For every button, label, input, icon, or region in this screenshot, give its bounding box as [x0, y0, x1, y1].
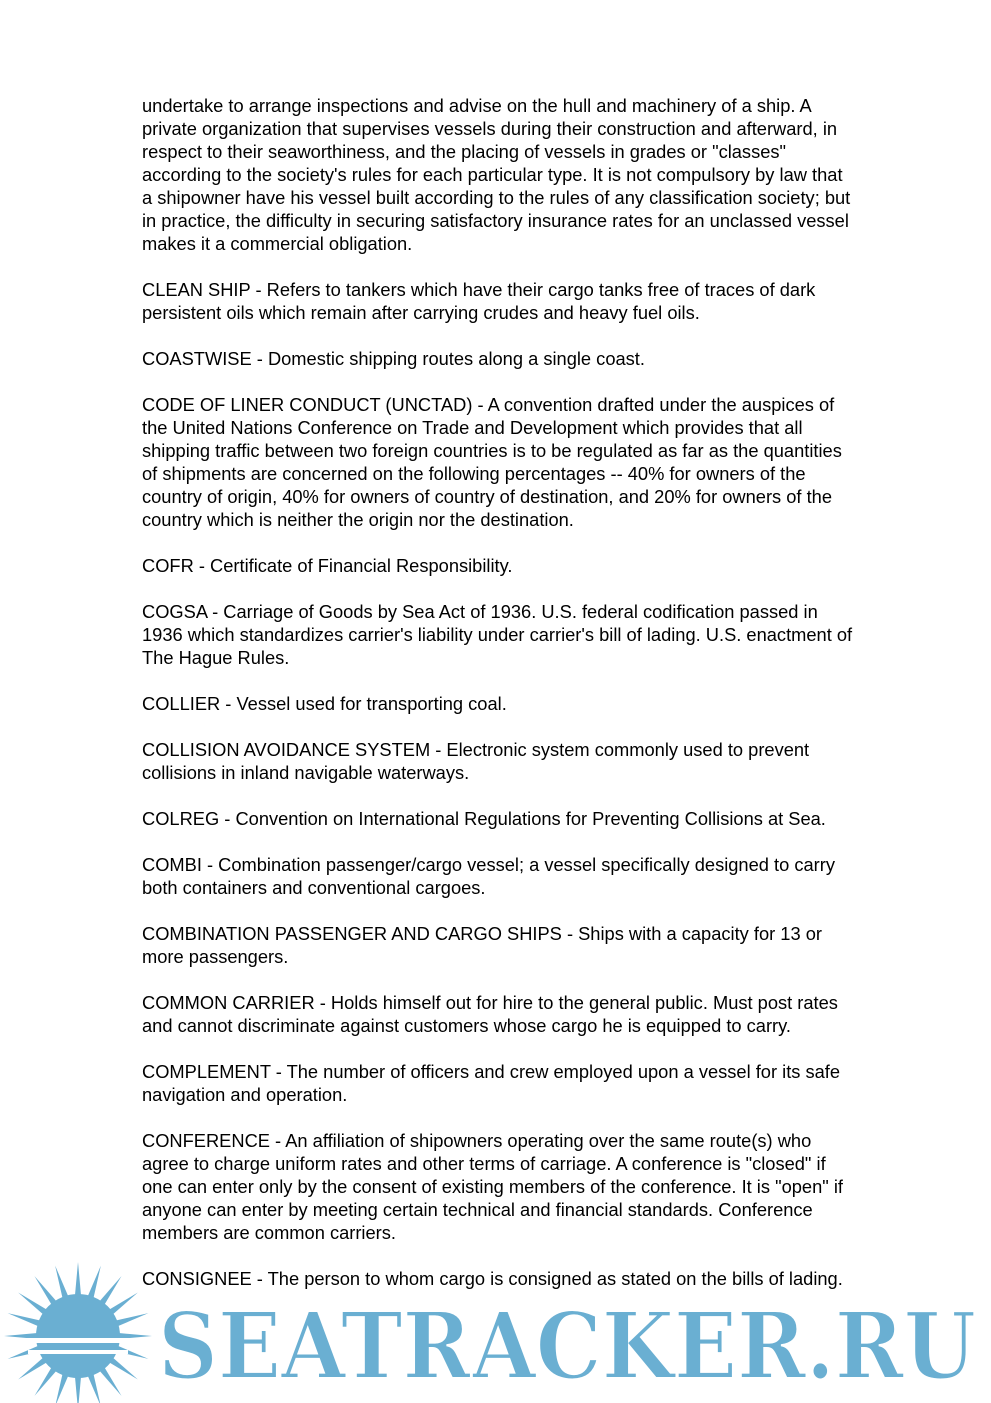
glossary-entry-collier: COLLIER - Vessel used for transporting coal. — [142, 693, 507, 714]
glossary-entry-clean-ship: CLEAN SHIP - Refers to tankers which have their cargo tanks free of traces of dark persistent oils which remain after carrying crudes and heavy fuel oils. — [142, 279, 816, 323]
glossary-entry-combi: COMBI - Combination passenger/cargo vessel; a vessel specifically designed to carry both containers and conventional cargoes. — [142, 854, 835, 898]
glossary-entry-conference: CONFERENCE - An affiliation of shipowners operating over the same route(s) who agree to charge uniform rates and other terms of carriage. A conference is "closed" if one can enter only by the consent of existing members of the conference. It is "open" if anyone can enter by meeting certain technical and financial standards. Conference members are common carriers. — [142, 1130, 843, 1243]
sun-ray — [75, 1262, 82, 1298]
document-body — [142, 94, 932, 1313]
glossary-entry-cogsa: COGSA - Carriage of Goods by Sea Act of 1936. U.S. federal codification passed in 1936 which standardizes carrier's liability under carrier's bill of lading. U.S. enactment of The Hague Rules. — [142, 601, 853, 668]
sun-disc — [36, 1294, 120, 1378]
seatracker-watermark — [0, 1256, 991, 1403]
glossary-entry-collision-avoidance-system: COLLISION AVOIDANCE SYSTEM - Electronic system commonly used to prevent collisions in inland navigable waterways. — [142, 739, 810, 783]
glossary-entry-code-of-liner-conduct: CODE OF LINER CONDUCT (UNCTAD) - A convention drafted under the auspices of the United Nations Conference on Trade and Development which provides that all shipping traffic between two foreign countries is to be regulated as far as the quantities of shipments are concerned on the following percentages -- 40% for owners of the country of origin, 40% for owners of country of destination, and 20% for owners of the country which is neither the origin nor the destination. — [142, 394, 842, 530]
glossary-entry-combination-passenger-cargo-ships: COMBINATION PASSENGER AND CARGO SHIPS - Ships with a capacity for 13 or more passengers. — [142, 923, 822, 967]
sun-logo-icon — [4, 1262, 152, 1403]
watermark-graphic — [0, 1256, 991, 1403]
glossary-entry-colreg: COLREG - Convention on International Regulations for Preventing Collisions at Sea. — [142, 808, 826, 829]
sun-ray — [75, 1374, 82, 1403]
glossary-entry-consignee: CONSIGNEE - The person to whom cargo is consigned as stated on the bills of lading. — [142, 1268, 843, 1289]
sun-horizon-line — [20, 1338, 136, 1343]
sun-horizon-line — [28, 1350, 128, 1354]
glossary-entry-common-carrier: COMMON CARRIER - Holds himself out for hire to the general public. Must post rates and cannot discriminate against customers whose cargo he is equipped to carry. — [142, 992, 838, 1036]
glossary-entry-coastwise: COASTWISE - Domestic shipping routes along a single coast. — [142, 348, 645, 369]
watermark-text: SEATRACKER.RU — [158, 1292, 976, 1400]
glossary-entry-complement: COMPLEMENT - The number of officers and crew employed upon a vessel for its safe navigation and operation. — [142, 1061, 841, 1105]
glossary-paragraph-continuation: undertake to arrange inspections and advise on the hull and machinery of a ship. A private organization that supervises vessels during their construction and afterward, in respect to their seaworthiness, and the placing of vessels in grades or "classes" according to the society's rules for each particular type. It is not compulsory by law that a shipowner have his vessel built according to the rules of any classification society; but in practice, the difficulty in securing satisfactory insurance rates for an unclassed vessel makes it a commercial obligation. — [142, 95, 851, 254]
glossary-entry-cofr: COFR - Certificate of Financial Responsibility. — [142, 555, 513, 576]
